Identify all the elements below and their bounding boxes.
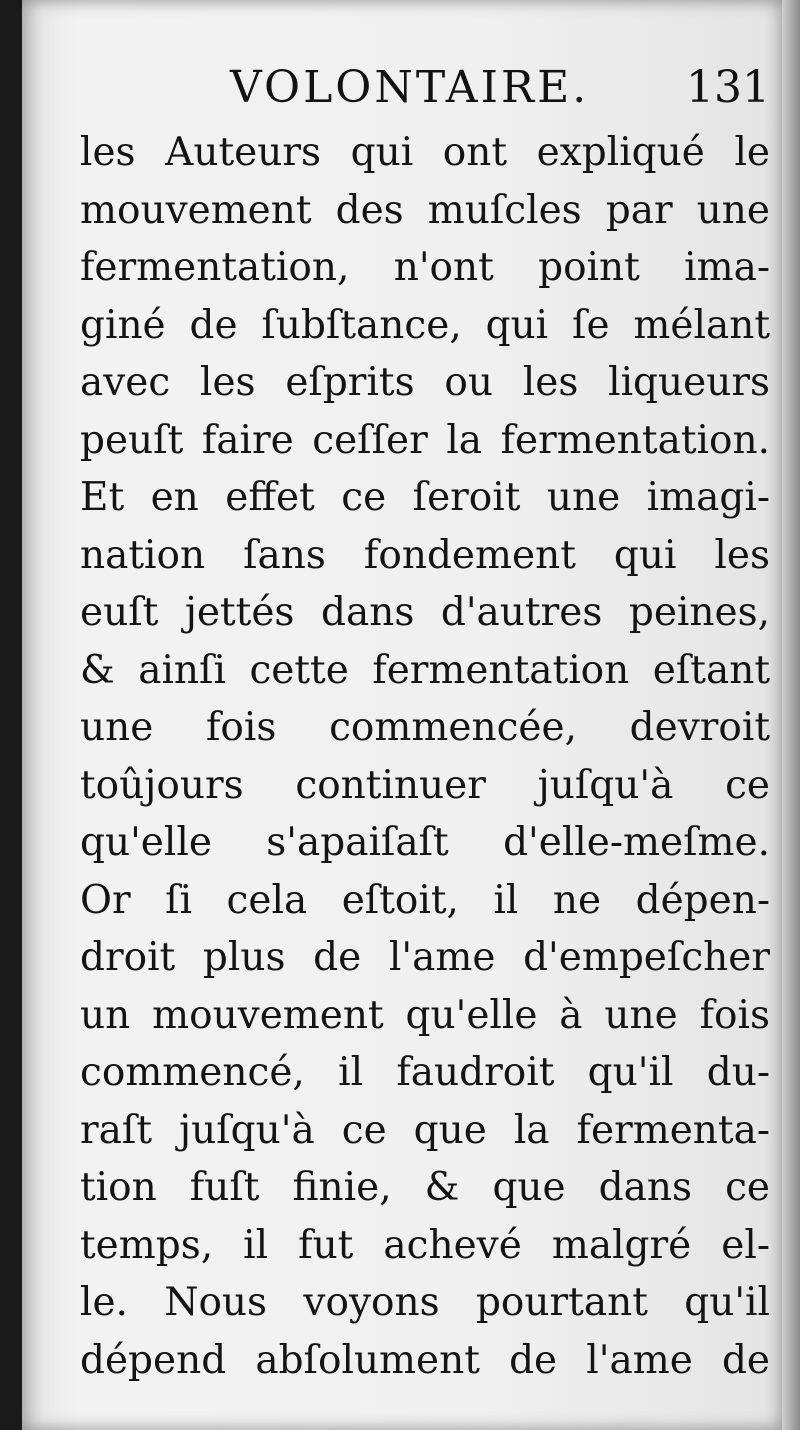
text-line: commencé, il faudroit qu'il du- (80, 1050, 770, 1095)
text-line: nation ſans fondement qui les (80, 532, 770, 578)
text-line: le. Nous voyons pourtant qu'il (80, 1280, 770, 1325)
running-title: VOLONTAIRE. (230, 62, 590, 113)
text-line: fermentation, n'ont point ima- (80, 245, 770, 290)
text-line: un mouvement qu'elle à une fois (80, 992, 770, 1038)
text-line: peuſt faire ceſſer la fermentation. (80, 417, 770, 463)
body-text (80, 124, 770, 1389)
text-line: Et en effet ce ſeroit une imagi- (80, 475, 770, 520)
text-line: dépend abſolument de l'ame de (80, 1337, 770, 1383)
book-page (22, 0, 782, 1430)
text-line: avec les eſprits ou les liqueurs (80, 360, 770, 405)
text-line: temps, il fut achevé malgré el- (80, 1222, 770, 1268)
text-line: tion fuſt finie, & que dans ce (80, 1165, 770, 1210)
text-line: Or ſi cela eſtoit, il ne dépen- (80, 877, 770, 923)
text-line: qu'elle s'apaiſaſt d'elle-meſme. (80, 820, 770, 865)
page-header (80, 62, 770, 122)
text-line: une fois commencée, devroit (80, 705, 770, 750)
text-line: euſt jettés dans d'autres peines, (80, 590, 770, 635)
text-line: giné de ſubſtance, qui ſe mélant (80, 302, 770, 348)
text-line: les Auteurs qui ont expliqué le (80, 130, 770, 175)
text-line: droit plus de l'ame d'empeſcher (80, 935, 770, 980)
text-line: toûjours continuer juſqu'à ce (80, 762, 770, 808)
text-line: & ainſi cette fermentation eſtant (80, 647, 770, 693)
text-line: raſt juſqu'à ce que la fermenta- (80, 1107, 770, 1153)
text-line: mouvement des muſcles par une (80, 187, 770, 233)
page-number: 131 (686, 62, 770, 113)
